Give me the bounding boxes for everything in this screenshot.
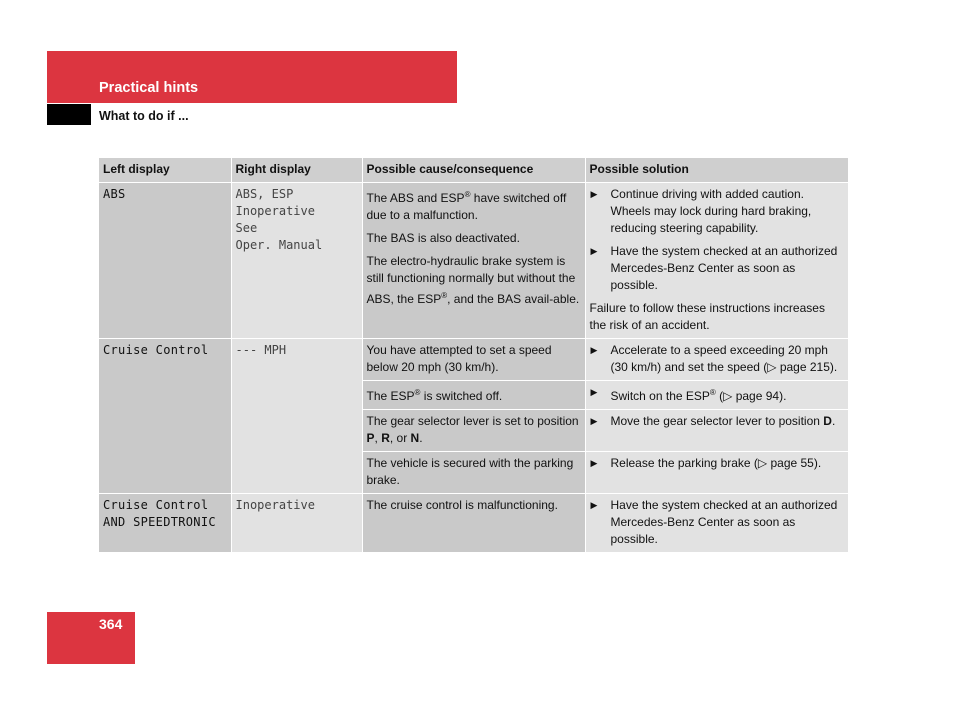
table-header-row	[99, 158, 848, 183]
solution-cell	[585, 410, 848, 452]
cause-text: The electro-hydraulic brake system is still functioning normally but without the ABS, the ESP®, and the BAS avail-able.	[366, 254, 580, 306]
section-title: Practical hints	[99, 80, 199, 96]
right-display-text: --- MPH	[231, 339, 362, 494]
cause-text: You have attempted to set a speed below 20 mph (30 km/h).	[362, 339, 585, 381]
subsection-marker	[47, 104, 91, 125]
cause-text: The ABS and ESP® have switched off due to a malfunction.	[366, 190, 567, 222]
display-messages-table	[99, 158, 849, 553]
solution-step: ▶ Move the gear selector lever to position D.	[590, 414, 836, 428]
triangle-right-icon: ▶	[590, 416, 598, 426]
subsection-title: What to do if ...	[99, 109, 189, 123]
solution-cell	[585, 381, 848, 410]
triangle-right-icon: ▶	[590, 458, 598, 468]
triangle-right-icon: ▶	[590, 387, 598, 397]
solution-step: ▶ Continue driving with added caution. Wheels may lock during hard braking, reducing steering capability.	[590, 187, 812, 235]
cause-text: The gear selector lever is set to position P, R, or N.	[362, 410, 585, 452]
solution-cell	[585, 183, 848, 339]
solution-step: ▶ Switch on the ESP® (▷ page 94).	[590, 384, 844, 405]
triangle-right-icon: ▶	[590, 500, 598, 510]
table-row	[99, 494, 848, 553]
cause-text: The cruise control is malfunctioning.	[362, 494, 585, 553]
left-display-text: Cruise Control	[99, 339, 231, 494]
cause-text: The BAS is also deactivated.	[366, 231, 520, 245]
warning-note: Failure to follow these instructions increases the risk of an accident.	[589, 301, 825, 332]
column-header: Possible cause/consequence	[362, 158, 585, 183]
column-header: Right display	[231, 158, 362, 183]
solution-step: ▶ Accelerate to a speed exceeding 20 mph (30 km/h) and set the speed (▷ page 215).	[590, 343, 838, 374]
table-row	[99, 339, 848, 381]
triangle-right-icon: ▶	[590, 189, 598, 199]
column-header: Possible solution	[585, 158, 848, 183]
triangle-right-icon: ▶	[590, 246, 598, 256]
column-header: Left display	[99, 158, 231, 183]
solution-cell	[585, 339, 848, 381]
page-number: 364	[99, 616, 123, 632]
solution-step: ▶ Have the system checked at an authorized Mercedes-Benz Center as soon as possible.	[590, 498, 838, 546]
right-display-text: ABS, ESP Inoperative See Oper. Manual	[231, 183, 362, 339]
solution-step: ▶ Release the parking brake (▷ page 55).	[590, 456, 822, 470]
table-row	[99, 183, 848, 339]
solution-cell	[585, 452, 848, 494]
solution-step: ▶ Have the system checked at an authorized Mercedes-Benz Center as soon as possible.	[590, 244, 838, 292]
triangle-right-icon: ▶	[590, 345, 598, 355]
left-display-text: Cruise Control AND SPEEDTRONIC	[99, 494, 231, 553]
cause-text: The vehicle is secured with the parking brake.	[362, 452, 585, 494]
left-display-text: ABS	[99, 183, 231, 339]
right-display-text: Inoperative	[231, 494, 362, 553]
solution-cell	[585, 494, 848, 553]
cause-text: The ESP® is switched off.	[362, 381, 585, 410]
cause-cell	[362, 183, 585, 339]
